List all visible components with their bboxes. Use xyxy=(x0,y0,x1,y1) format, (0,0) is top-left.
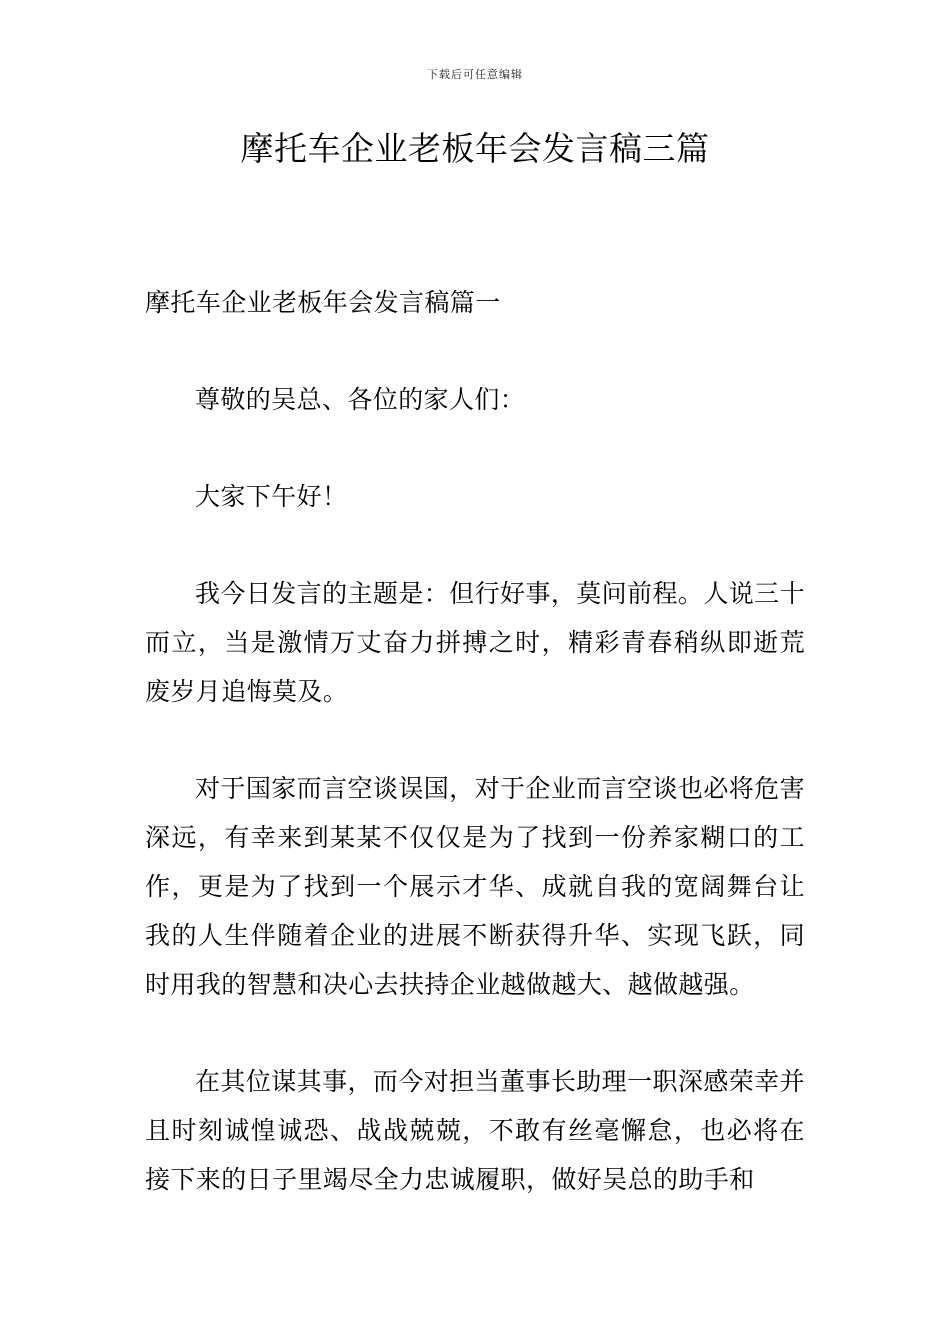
header-note: 下载后可任意编辑 xyxy=(427,68,523,81)
document-title: 摩托车企业老板年会发言稿三篇 xyxy=(240,129,710,168)
paragraph-greeting: 尊敬的吴总、各位的家人们： xyxy=(195,385,526,414)
paragraph-commitment: 在其位谋其事，而今对担当董事长助理一职深感荣幸并且时刻诚惶诚恐、战战兢兢，不敢有丝毫懈怠，也必将在接下来的日子里竭尽全力忠诚履职，做好吴总的助手和 xyxy=(145,1067,805,1194)
paragraph-salutation: 大家下午好！ xyxy=(195,482,348,511)
document-body xyxy=(145,278,805,1252)
paragraph-theme: 我今日发言的主题是：但行好事，莫问前程。人说三十而立，当是激情万丈奋力拼搏之时，精彩青春稍纵即逝荒废岁月追悔莫及。 xyxy=(145,579,805,706)
section-heading: 摩托车企业老板年会发言稿篇一 xyxy=(145,288,501,317)
paragraph-purpose: 对于国家而言空谈误国，对于企业而言空谈也必将危害深远，有幸来到某某不仅仅是为了找到一份养家糊口的工作，更是为了找到一个展示才华、成就自我的宽阔舞台让我的人生伴随着企业的进展不断获得升华、实现飞跃，同时用我的智慧和决心去扶持企业越做越大、越做越强。 xyxy=(145,774,805,999)
